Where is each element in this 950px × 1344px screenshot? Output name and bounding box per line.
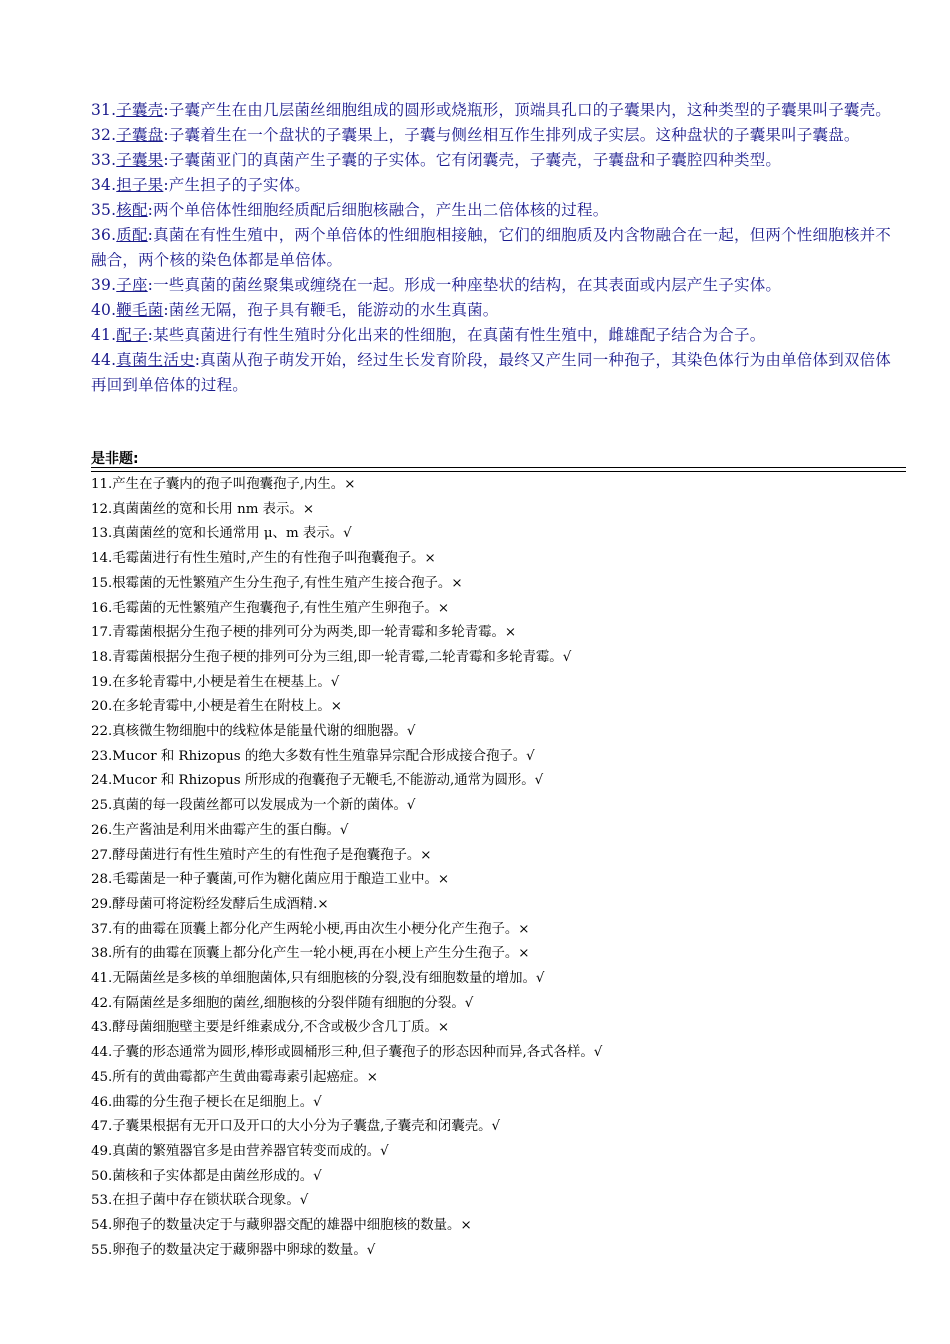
definition-item [91, 123, 906, 148]
definition-list [91, 98, 906, 398]
item-number: 39. [91, 276, 117, 294]
true-false-item: 41.无隔菌丝是多核的单细胞菌体,只有细胞核的分裂,没有细胞数量的增加。√ [91, 971, 545, 987]
true-false-item: 12.真菌菌丝的宽和长用 nm 表示。× [91, 501, 315, 517]
true-false-item: 42.有隔菌丝是多细胞的菌丝,细胞核的分裂伴随有细胞的分裂。√ [91, 995, 474, 1011]
true-false-item: 23.Mucor 和 Rhizopus 的绝大多数有性生殖靠异宗配合形成接合孢子。√ [91, 748, 535, 764]
true-false-list [91, 473, 906, 1264]
definition-item [91, 198, 906, 223]
item-number: 36. [91, 226, 117, 244]
item-number: 40. [91, 301, 117, 319]
true-false-item: 47.子囊果根据有无开口及开口的大小分为子囊盘,子囊壳和闭囊壳。√ [91, 1119, 501, 1135]
definition-item [91, 348, 906, 398]
definition-text: :子囊产生在由几层菌丝细胞组成的圆形或烧瓶形，顶端具孔口的子囊果内，这种类型的子囊果叫子囊壳。 [163, 101, 892, 119]
true-false-item: 46.曲霉的分生孢子梗长在足细胞上。√ [91, 1094, 322, 1110]
item-number: 31. [91, 101, 117, 119]
true-false-item: 22.真核微生物细胞中的线粒体是能量代谢的细胞器。√ [91, 724, 416, 740]
true-false-item: 44.子囊的形态通常为圆形,棒形或圆桶形三种,但子囊孢子的形态因种而异,各式各样。√ [91, 1045, 603, 1061]
definition-text: :产生担子的子实体。 [163, 176, 311, 194]
true-false-item: 45.所有的黄曲霉都产生黄曲霉毒素引起癌症。× [91, 1069, 378, 1085]
definition-text: :菌丝无隔，孢子具有鞭毛，能游动的水生真菌。 [163, 301, 499, 319]
true-false-item: 43.酵母菌细胞壁主要是纤维素成分,不含或极少含几丁质。× [91, 1020, 450, 1036]
definition-text: :子囊着生在一个盘状的子囊果上，子囊与侧丝相互作生排列成子实层。这种盘状的子囊果叫子囊盘。 [163, 126, 860, 144]
definition-item [91, 323, 906, 348]
definition-item [91, 223, 906, 273]
true-false-item: 53.在担子菌中存在锁状联合现象。√ [91, 1193, 309, 1209]
heading-rule [91, 467, 906, 468]
term-link[interactable]: 子囊盘 [116, 126, 164, 144]
definition-text: :一些真菌的菌丝聚集或缠绕在一起。形成一种座垫状的结构，在其表面或内层产生子实体。 [147, 276, 782, 294]
true-false-item: 37.有的曲霉在顶囊上都分化产生两轮小梗,再由次生小梗分化产生孢子。× [91, 921, 530, 937]
true-false-item: 26.生产酱油是利用米曲霉产生的蛋白酶。√ [91, 822, 349, 838]
term-link[interactable]: 鞭毛菌 [116, 301, 164, 319]
heading-rule-thin [91, 471, 906, 472]
true-false-item: 38.所有的曲霉在顶囊上都分化产生一轮小梗,再在小梗上产生分生孢子。× [91, 946, 530, 962]
true-false-item: 25.真菌的每一段菌丝都可以发展成为一个新的菌体。√ [91, 798, 416, 814]
definition-item [91, 98, 906, 123]
item-number: 35. [91, 201, 117, 219]
true-false-item: 20.在多轮青霉中,小梗是着生在附枝上。× [91, 699, 343, 715]
true-false-item: 15.根霉菌的无性繁殖产生分生孢子,有性生殖产生接合孢子。× [91, 575, 463, 591]
definition-item [91, 148, 906, 173]
true-false-item: 55.卵孢子的数量决定于藏卵器中卵球的数量。√ [91, 1242, 376, 1258]
term-link[interactable]: 担子果 [116, 176, 164, 194]
item-number: 33. [91, 151, 117, 169]
definition-item [91, 273, 906, 298]
definition-text: :某些真菌进行有性生殖时分化出来的性细胞，在真菌有性生殖中，雌雄配子结合为合子。 [147, 326, 766, 344]
definition-text: :两个单倍体性细胞经质配后细胞核融合，产生出二倍体核的过程。 [147, 201, 609, 219]
term-link[interactable]: 核配 [116, 201, 148, 219]
term-link[interactable]: 子座 [116, 276, 148, 294]
definition-text: :真菌在有性生殖中，两个单倍体的性细胞相接触，它们的细胞质及内含物融合在一起，但两个性细胞核并不融合，两个核的染色体都是单倍体。 [91, 226, 891, 269]
term-link[interactable]: 质配 [116, 226, 148, 244]
item-number: 34. [91, 176, 117, 194]
term-link[interactable]: 真菌生活史 [116, 351, 195, 369]
true-false-item: 24.Mucor 和 Rhizopus 所形成的孢囊孢子无鞭毛,不能游动,通常为圆形。√ [91, 773, 544, 789]
true-false-item: 50.菌核和子实体都是由菌丝形成的。√ [91, 1168, 322, 1184]
true-false-item: 49.真菌的繁殖器官多是由营养器官转变而成的。√ [91, 1143, 389, 1159]
true-false-item: 18.青霉菌根据分生孢子梗的排列可分为三组,即一轮青霉,二轮青霉和多轮青霉。√ [91, 649, 572, 665]
term-link[interactable]: 子囊壳 [116, 101, 164, 119]
term-link[interactable]: 配子 [116, 326, 148, 344]
true-false-item: 17.青霉菌根据分生孢子梗的排列可分为两类,即一轮青霉和多轮青霉。× [91, 625, 517, 641]
true-false-item: 16.毛霉菌的无性繁殖产生孢囊孢子,有性生殖产生卵孢子。× [91, 600, 450, 616]
true-false-item: 19.在多轮青霉中,小梗是着生在梗基上。√ [91, 674, 340, 690]
true-false-item: 54.卵孢子的数量决定于与藏卵器交配的雄器中细胞核的数量。× [91, 1218, 472, 1234]
definition-text: :子囊菌亚门的真菌产生子囊的子实体。它有闭囊壳，子囊壳，子囊盘和子囊腔四种类型。 [163, 151, 782, 169]
item-number: 41. [91, 326, 117, 344]
section-heading: 是非题: [91, 451, 139, 467]
definition-item [91, 173, 906, 198]
item-number: 32. [91, 126, 117, 144]
term-link[interactable]: 子囊果 [116, 151, 164, 169]
true-false-item: 11.产生在子囊内的孢子叫孢囊孢子,内生。× [91, 477, 356, 492]
true-false-item: 28.毛霉菌是一种子囊菌,可作为糖化菌应用于酿造工业中。× [91, 872, 450, 888]
true-false-item: 27.酵母菌进行有性生殖时产生的有性孢子是孢囊孢子。× [91, 847, 432, 863]
true-false-item: 29.酵母菌可将淀粉经发酵后生成酒精.× [91, 896, 329, 912]
item-number: 44. [91, 351, 117, 369]
definition-text: :真菌从孢子萌发开始，经过生长发育阶段，最终又产生同一种孢子，其染色体行为由单倍体到双倍体再回到单倍体的过程。 [91, 351, 892, 394]
true-false-item: 13.真菌菌丝的宽和长通常用 μ、m 表示。√ [91, 526, 352, 542]
definition-item [91, 298, 906, 323]
true-false-item: 14.毛霉菌进行有性生殖时,产生的有性孢子叫孢囊孢子。× [91, 551, 436, 567]
